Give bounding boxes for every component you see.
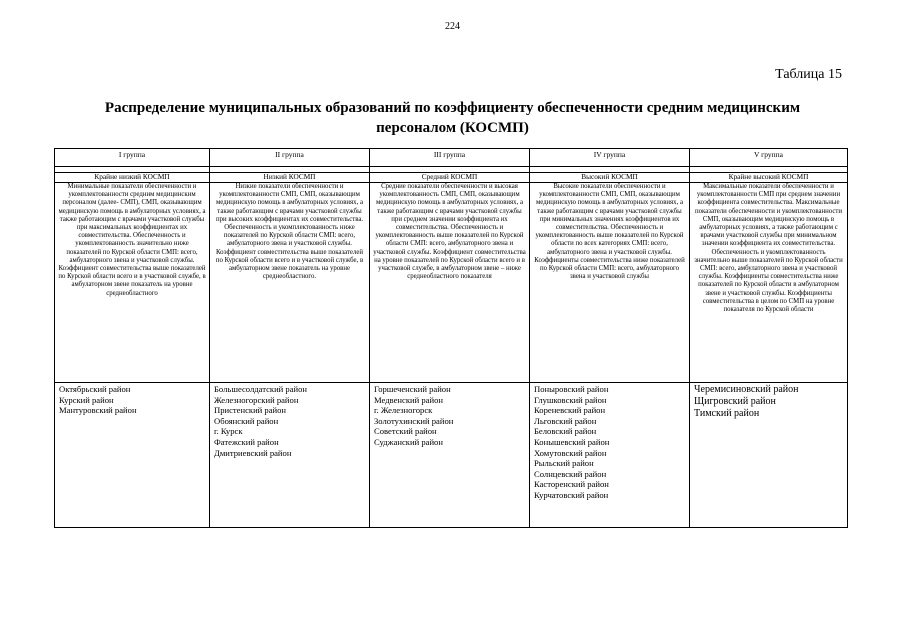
district-item: Беловский район xyxy=(534,426,597,437)
district-item: Рыльский район xyxy=(534,458,594,469)
district-item: Касторенский район xyxy=(534,479,609,490)
district-item: Золотухинский район xyxy=(374,415,454,426)
districts-cell xyxy=(210,383,370,528)
district-item: Большесолдатский район xyxy=(214,384,308,394)
district-item: Советский район xyxy=(374,426,437,437)
level-cell: Крайне низкий КОСМП xyxy=(55,173,210,183)
group-cell: V группа xyxy=(690,149,848,167)
district-item: Железногорский район xyxy=(214,394,299,405)
district-item: Кореневский район xyxy=(534,405,606,416)
district-item: Октябрьский район xyxy=(59,384,131,394)
level-row xyxy=(55,173,848,183)
table-title: Распределение муниципальных образований по коэффициенту обеспеченности средним медицинским персоналом (КОСМП) xyxy=(104,100,801,136)
description-cell: Высокие показатели обеспеченности и укомплектованности СМП, СМП, оказывающим медицинскую помощь в амбулаторных условиях, а также работающим с врачами участковой службы при минимальных значениях коэффициентов их совместительства. Обеспеченность и укомплектованность выше показателей по Курской области по всех категориях СМП: всего, амбулаторного звена и участковой службы. Коэффициенты совместительства ниже показателей по Курской области СМП: всего, амбулаторного звена и участковой службы xyxy=(530,183,690,383)
distribution-table xyxy=(54,148,848,528)
district-item: Дмитриевский район xyxy=(214,447,292,458)
district-item: Курский район xyxy=(59,394,114,405)
district-item: Фатежский район xyxy=(214,436,279,447)
description-cell: Средние показатели обеспеченности и высокая укомплектованность СМП, СМП, оказывающим медицинскую помощь в амбулаторных условиях, а также работающим с врачами участковой службы при среднем значении коэффициента их совместительства. Обеспеченность и укомплектованность выше показателей по Курской области СМП: всего, амбулаторного звена и участковой службы. Коэффициент совместительства на уровне показателей по Курской области всего и в участковой службе, в амбулаторном звене – ниже среднеобластного показателя xyxy=(370,183,530,383)
districts-cell xyxy=(370,383,530,528)
group-cell: III группа xyxy=(370,149,530,167)
group-cell: IV группа xyxy=(530,149,690,167)
level-cell: Крайне высокий КОСМП xyxy=(690,173,848,183)
district-item: Горшеченский район xyxy=(374,384,451,394)
district-item: Хомутовский район xyxy=(534,447,607,458)
group-cell: II группа xyxy=(210,149,370,167)
description-row xyxy=(55,183,848,383)
district-item: Медвенский район xyxy=(374,394,443,405)
level-cell: Высокий КОСМП xyxy=(530,173,690,183)
level-cell: Низкий КОСМП xyxy=(210,173,370,183)
districts-cell xyxy=(530,383,690,528)
district-item: Обоянский район xyxy=(214,415,279,426)
district-item: Солнцевский район xyxy=(534,468,607,479)
level-cell: Средний КОСМП xyxy=(370,173,530,183)
district-item: Курчатовский район xyxy=(534,489,609,500)
district-item: Поныровский район xyxy=(534,384,609,394)
district-item: Суджанский район xyxy=(374,436,443,447)
district-item: г. Курск xyxy=(214,426,243,437)
description-cell: Низкие показатели обеспеченности и укомплектованности СМП, СМП, оказывающим медицинскую помощь в амбулаторных условиях, а также работающим с врачами участковой службы при высоких коэффициентах их совместительства. Обеспеченность и укомплектованность ниже показателей по Курской области СМП: всего, амбулаторного звена и участковой службы. Коэффициент совместительства выше показателей по Курской области всего и в участковой службе, в амбулаторном звене показатель на уровне среднеобластного. xyxy=(210,183,370,383)
description-cell: Минимальные показатели обеспеченности и укомплектованности средним медицинским персоналом (далее- СМП), СМП, оказывающим медицинскую помощь в амбулаторных условиях, а также работающим с врачами участковой службы при максимальных коэффициентах их совместительства. Обеспеченность и укомплектованность значительно ниже показателей по Курской области СМП: всего, амбулаторного звена и участковой службы. Коэффициент совместительства выше показателей по Курской области всего и в участковой службе, в амбулаторном звене показатель на уровне среднеобластного xyxy=(55,183,210,383)
districts-row xyxy=(55,383,848,528)
district-item: Тимский район xyxy=(694,408,760,419)
district-item: Мантуровский район xyxy=(59,405,137,416)
group-cell: I группа xyxy=(55,149,210,167)
district-item: Пристенский район xyxy=(214,405,287,416)
group-header-row xyxy=(55,149,848,167)
district-item: Конышевский район xyxy=(534,436,610,447)
district-item: Щигровский район xyxy=(694,396,776,407)
description-cell: Максимальные показатели обеспеченности и укомплектованности СМП при среднем значении коэффициента совместительства. Максимальные показатели обеспеченности и укомплектованности СМП, оказывающим медицинскую помощь в амбулаторных условиях, а также работающим с врачами участковой службы при минимальном значении коэффициента их совместительства. Обеспеченность и укомплектованность значительно выше показателей по Курской области СМП: всего, амбулаторного звена и участковой службы. Коэффициенты совместительства ниже показателей по Курской области в амбулаторном звене и участковой службы. Коэффициенты совместительства в целом по СМП на уровне показателя по Курской области xyxy=(690,183,848,383)
district-item: Черемисиновский район xyxy=(694,384,799,395)
district-item: Льговский район xyxy=(534,415,597,426)
districts-cell xyxy=(55,383,210,528)
table-label: Таблица 15 xyxy=(775,67,842,82)
district-item: Глушковский район xyxy=(534,394,607,405)
page-number: 224 xyxy=(445,21,460,32)
district-item: г. Железногорск xyxy=(374,405,433,416)
districts-cell xyxy=(690,383,848,528)
